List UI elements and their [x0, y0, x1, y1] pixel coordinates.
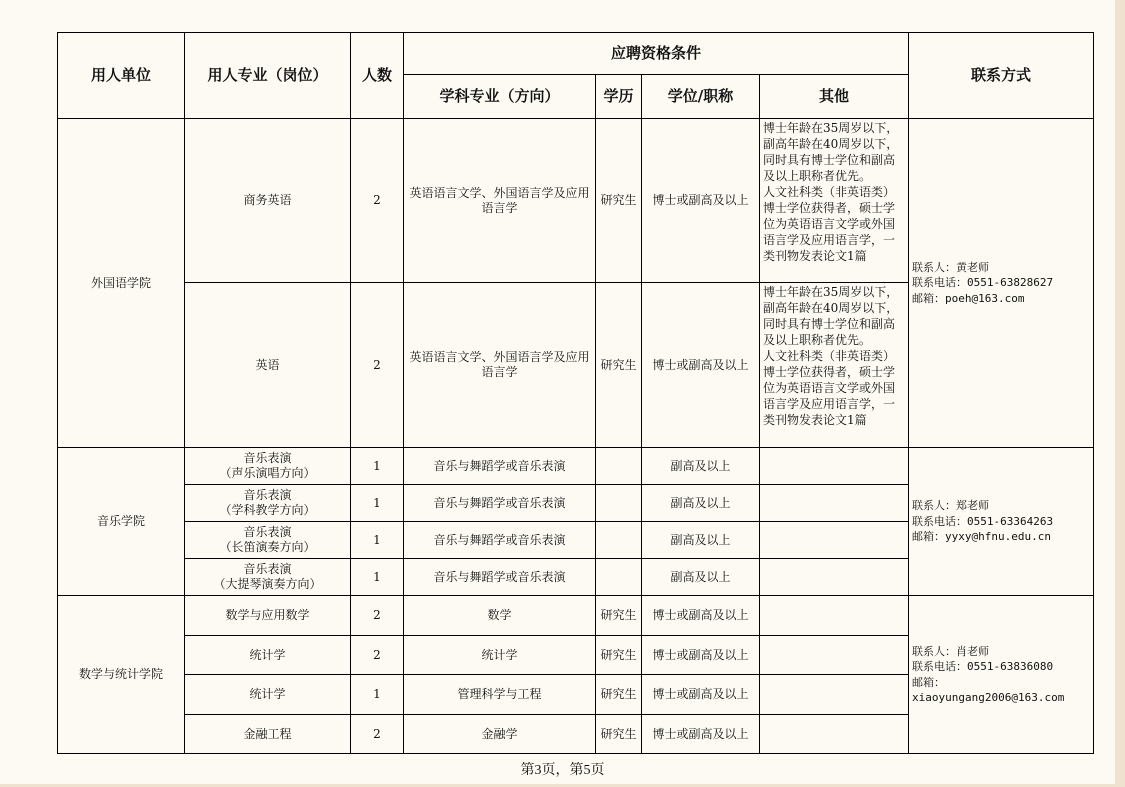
degree-cell: 副高及以上 — [642, 522, 760, 559]
other-cell — [760, 636, 909, 675]
contact-person: 联系人：黄老师 — [912, 260, 990, 274]
post-cell: 统计学 — [185, 636, 351, 675]
post-cell: 金融工程 — [185, 715, 351, 754]
contact-email: xiaoyungang2006@163.com — [912, 691, 1065, 704]
discipline-cell: 管理科学与工程 — [404, 675, 596, 715]
post-direction: （长笛演奏方向） — [219, 540, 316, 554]
degree-cell: 博士或副高及以上 — [642, 119, 760, 283]
degree-cell: 副高及以上 — [642, 559, 760, 596]
discipline-cell: 统计学 — [404, 636, 596, 675]
header-qualifications: 应聘资格条件 — [404, 33, 909, 75]
count-cell: 1 — [351, 559, 404, 596]
post-cell: 英语 — [185, 283, 351, 448]
contact-cell — [909, 448, 1094, 596]
degree-cell: 副高及以上 — [642, 485, 760, 522]
header-count: 人数 — [351, 33, 404, 119]
page-footer: 第3页，第5页 — [520, 763, 605, 778]
discipline-cell: 英语语言文学、外国语言学及应用语言学 — [404, 119, 596, 283]
header-unit: 用人单位 — [58, 33, 185, 119]
degree-cell: 博士或副高及以上 — [642, 283, 760, 448]
education-cell: 研究生 — [596, 715, 642, 754]
other-cell: 博士年龄在35周岁以下，副高年龄在40周岁以下，同时具有博士学位和副高及以上职称者优先。 人文社科类（非英语类）博士学位获得者，硕士学位为英语语言文学或外国语言学及应用语言学，一类刊物发表论文1篇 — [760, 283, 909, 448]
post-cell — [185, 522, 351, 559]
header-degree-title: 学位/职称 — [642, 75, 760, 119]
degree-cell: 副高及以上 — [642, 448, 760, 485]
header-major-post: 用人专业（岗位） — [185, 33, 351, 119]
education-cell: 研究生 — [596, 283, 642, 448]
other-cell — [760, 596, 909, 636]
education-cell — [596, 522, 642, 559]
post-direction: （大提琴演奏方向） — [213, 577, 322, 591]
contact-phone: 联系电话：0551-63828627 — [912, 276, 1054, 290]
count-cell: 2 — [351, 596, 404, 636]
post-direction: （学科教学方向） — [219, 503, 316, 517]
post-cell: 商务英语 — [185, 119, 351, 283]
degree-cell: 博士或副高及以上 — [642, 596, 760, 636]
contact-person: 联系人：肖老师 — [912, 644, 990, 658]
post-cell: 数学与应用数学 — [185, 596, 351, 636]
table-row — [58, 119, 1094, 283]
count-cell: 1 — [351, 522, 404, 559]
table-row — [58, 596, 1094, 636]
discipline-cell: 音乐与舞蹈学或音乐表演 — [404, 448, 596, 485]
count-cell: 2 — [351, 283, 404, 448]
other-cell — [760, 522, 909, 559]
education-cell — [596, 448, 642, 485]
other-cell — [760, 559, 909, 596]
contact-person: 联系人：郑老师 — [912, 499, 990, 513]
post-cell — [185, 485, 351, 522]
contact-cell — [909, 119, 1094, 448]
contact-cell — [909, 596, 1094, 754]
count-cell: 2 — [351, 119, 404, 283]
other-cell — [760, 448, 909, 485]
header-education: 学历 — [596, 75, 642, 119]
count-cell: 1 — [351, 448, 404, 485]
count-cell: 1 — [351, 485, 404, 522]
other-cell — [760, 715, 909, 754]
page-edge-right — [1115, 0, 1125, 787]
unit-cell: 音乐学院 — [58, 448, 185, 596]
header-other: 其他 — [760, 75, 909, 119]
education-cell — [596, 559, 642, 596]
other-cell — [760, 675, 909, 715]
recruitment-table — [57, 32, 1094, 754]
degree-cell: 博士或副高及以上 — [642, 715, 760, 754]
count-cell: 1 — [351, 675, 404, 715]
contact-email-label: 邮箱： — [912, 675, 946, 689]
contact-email: 邮箱：yyxy@hfnu.edu.cn — [912, 530, 1051, 544]
discipline-cell: 英语语言文学、外国语言学及应用语言学 — [404, 283, 596, 448]
post-cell: 统计学 — [185, 675, 351, 715]
education-cell — [596, 485, 642, 522]
post-cell — [185, 448, 351, 485]
post-name: 音乐表演 — [243, 525, 292, 539]
post-direction: （声乐演唱方向） — [219, 466, 316, 480]
header-discipline: 学科专业（方向） — [404, 75, 596, 119]
discipline-cell: 音乐与舞蹈学或音乐表演 — [404, 559, 596, 596]
discipline-cell: 金融学 — [404, 715, 596, 754]
unit-cell: 数学与统计学院 — [58, 596, 185, 754]
education-cell: 研究生 — [596, 675, 642, 715]
education-cell: 研究生 — [596, 119, 642, 283]
post-name: 音乐表演 — [243, 488, 292, 502]
unit-cell: 外国语学院 — [58, 119, 185, 448]
contact-email: 邮箱：poeh@163.com — [912, 291, 1025, 305]
post-name: 音乐表演 — [243, 562, 292, 576]
degree-cell: 博士或副高及以上 — [642, 675, 760, 715]
contact-phone: 联系电话：0551-63836080 — [912, 660, 1054, 673]
other-cell — [760, 485, 909, 522]
contact-phone: 联系电话：0551-63364263 — [912, 514, 1054, 528]
post-name: 音乐表演 — [243, 451, 292, 465]
discipline-cell: 数学 — [404, 596, 596, 636]
education-cell: 研究生 — [596, 596, 642, 636]
table-row — [58, 448, 1094, 485]
discipline-cell: 音乐与舞蹈学或音乐表演 — [404, 522, 596, 559]
count-cell: 2 — [351, 715, 404, 754]
degree-cell: 博士或副高及以上 — [642, 636, 760, 675]
count-cell: 2 — [351, 636, 404, 675]
post-cell — [185, 559, 351, 596]
other-cell: 博士年龄在35周岁以下，副高年龄在40周岁以下，同时具有博士学位和副高及以上职称者优先。 人文社科类（非英语类）博士学位获得者，硕士学位为英语语言文学或外国语言学及应用语言学，一类刊物发表论文1篇 — [760, 119, 909, 283]
education-cell: 研究生 — [596, 636, 642, 675]
discipline-cell: 音乐与舞蹈学或音乐表演 — [404, 485, 596, 522]
header-contact: 联系方式 — [909, 33, 1094, 119]
